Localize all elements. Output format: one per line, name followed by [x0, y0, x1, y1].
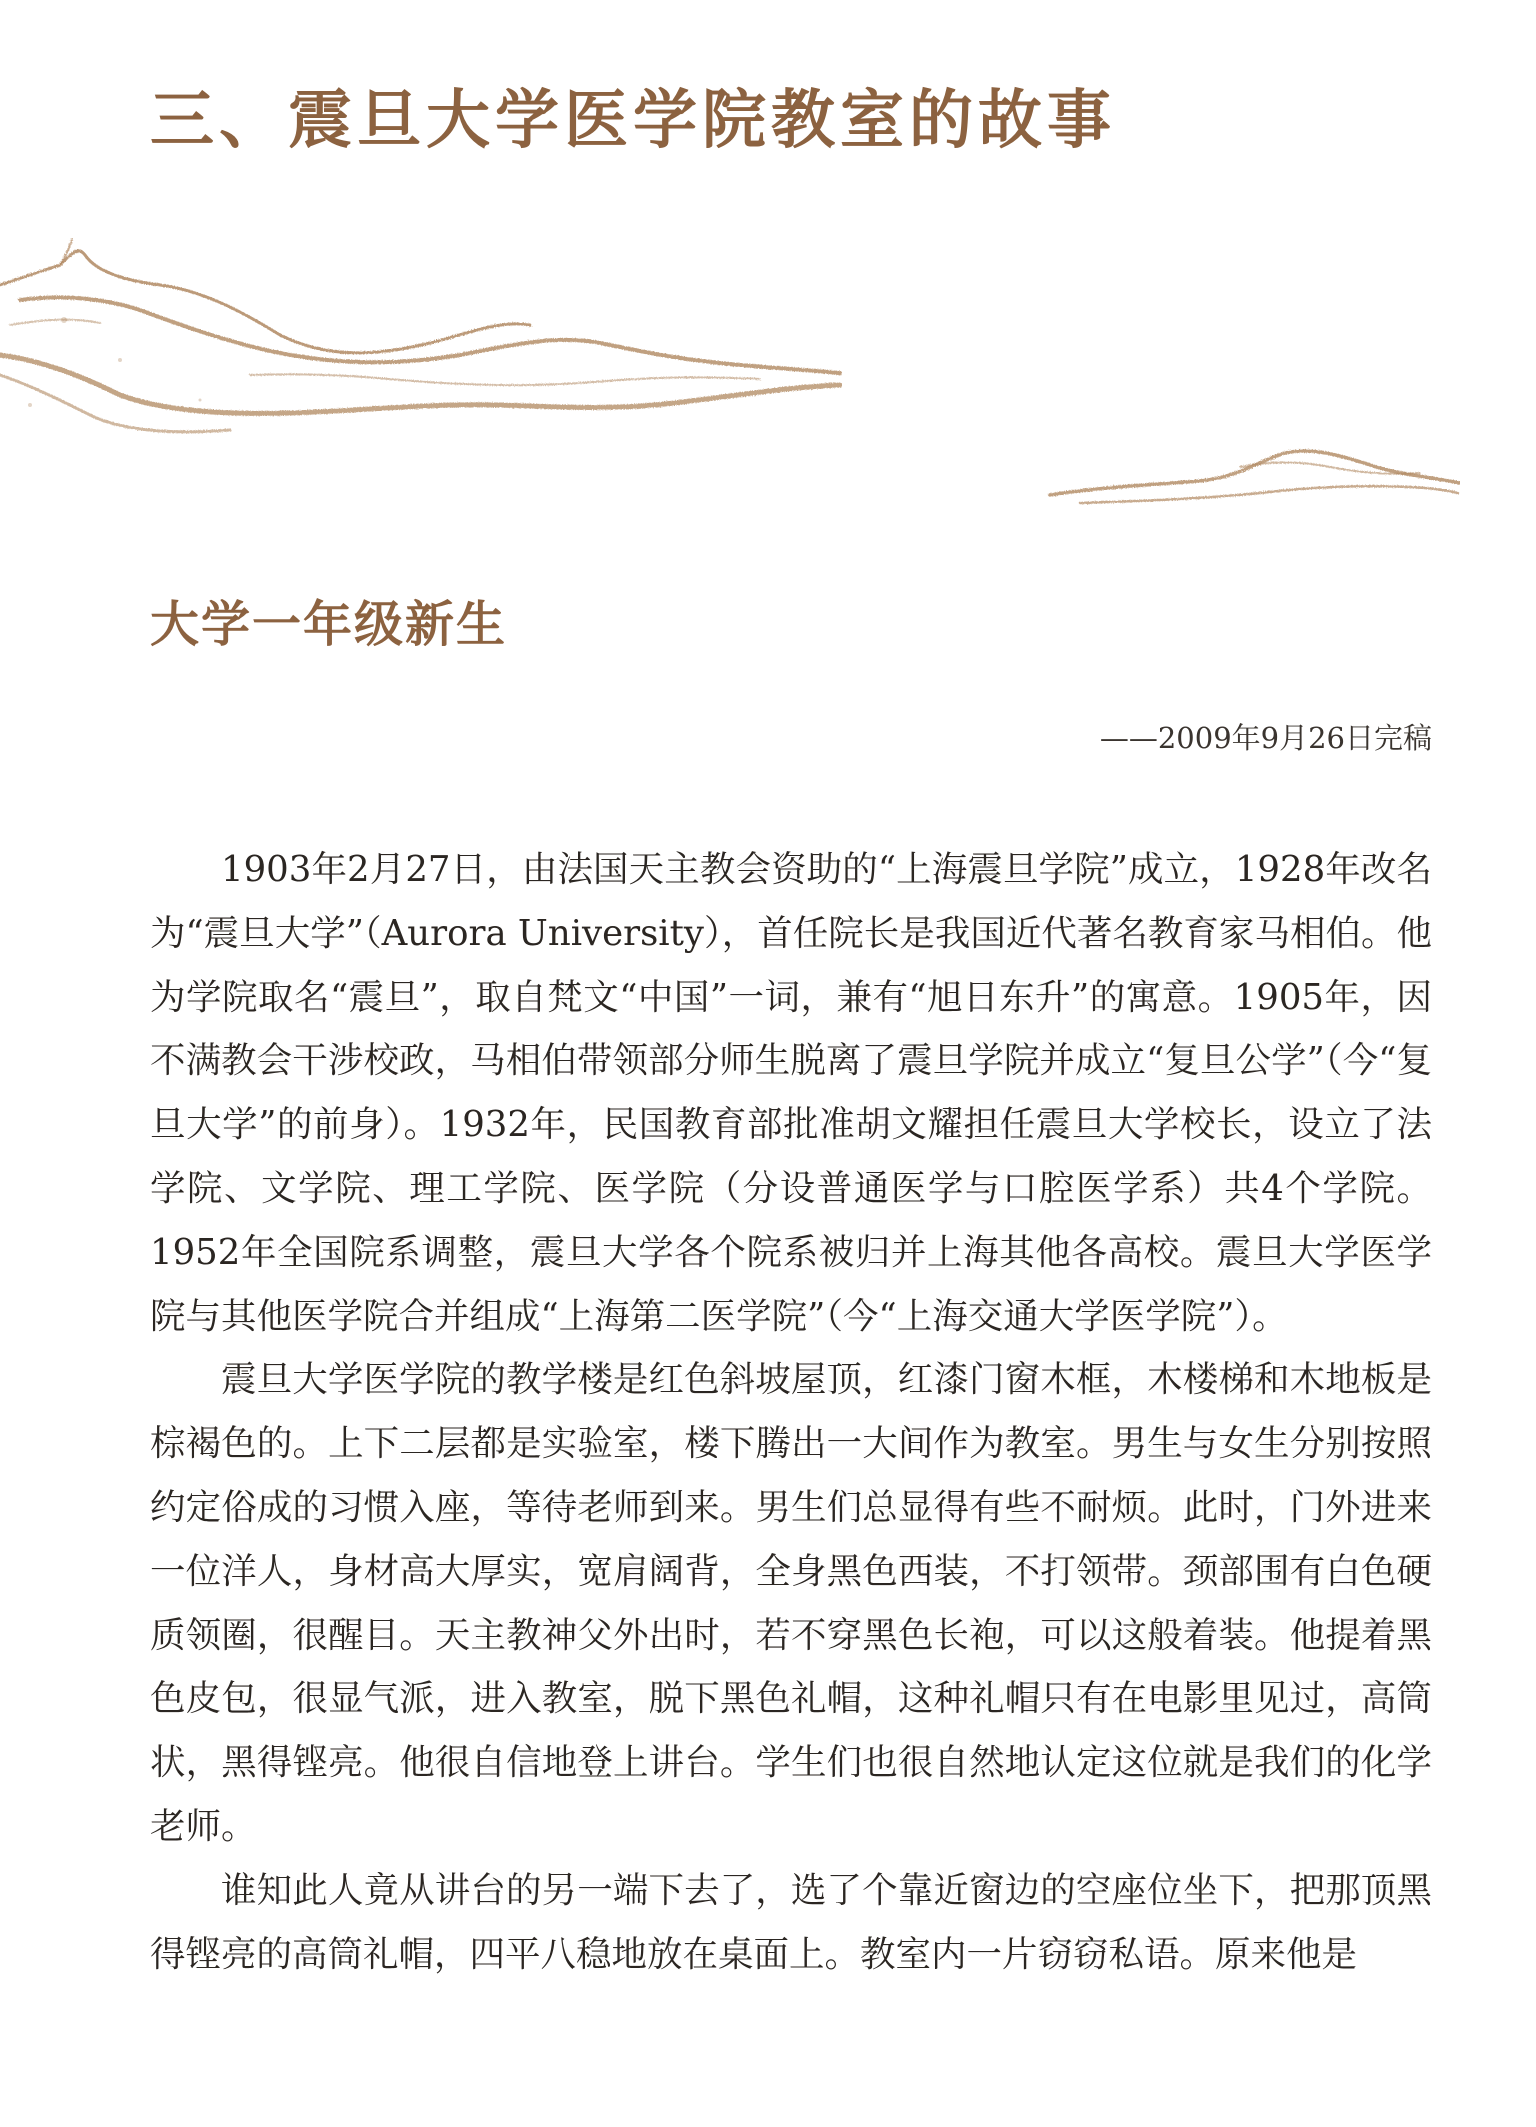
completion-date-byline: ——2009年9月26日完稿: [1099, 721, 1432, 755]
paragraph: 1903年2月27日，由法国天主教会资助的“上海震旦学院”成立，1928年改名为“震旦大学”（Aurora University），首任院长是我国近代著名教育家马相伯。他为学院取名“震旦”，取自梵文“中国”一词，兼有“旭日东升”的寓意。1905年，因不满教会干涉校政，马相伯带领部分师生脱离了震旦学院并成立“复旦公学”（今“复旦大学”的前身）。1932年，民国教育部批准胡文耀担任震旦大学校长，设立了法学院、文学院、理工学院、医学院（分设普通医学与口腔医学系）共4个学院。1952年全国院系调整，震旦大学各个院系被归并上海其他各高校。震旦大学医学院与其他医学院合并组成“上海第二医学院”（今“上海交通大学医学院”）。: [150, 849, 1432, 1337]
chapter-title: 三、震旦大学医学院教室的故事: [150, 83, 1116, 158]
section-title: 大学一年级新生: [150, 595, 508, 653]
ink-wash-mountain-decoration: [0, 225, 1460, 525]
paragraph: 震旦大学医学院的教学楼是红色斜坡屋顶，红漆门窗木框，木楼梯和木地板是棕褐色的。上下二层都是实验室，楼下腾出一大间作为教室。男生与女生分别按照约定俗成的习惯入座，等待老师到来。男生们总显得有些不耐烦。此时，门外进来一位洋人，身材高大厚实，宽肩阔背，全身黑色西装，不打领带。颈部围有白色硬质领圈，很醒目。天主教神父外出时，若不穿黑色长袍，可以这般着装。他提着黑色皮包，很显气派，进入教室，脱下黑色礼帽，这种礼帽只有在电影里见过，高筒状，黑得铿亮。他很自信地登上讲台。学生们也很自然地认定这位就是我们的化学老师。: [150, 1359, 1432, 1847]
article-body: [150, 838, 1432, 1986]
paragraph: 谁知此人竟从讲台的另一端下去了，选了个靠近窗边的空座位坐下，把那顶黑得铿亮的高筒礼帽，四平八稳地放在桌面上。教室内一片窃窃私语。原来他是: [150, 1869, 1432, 1975]
